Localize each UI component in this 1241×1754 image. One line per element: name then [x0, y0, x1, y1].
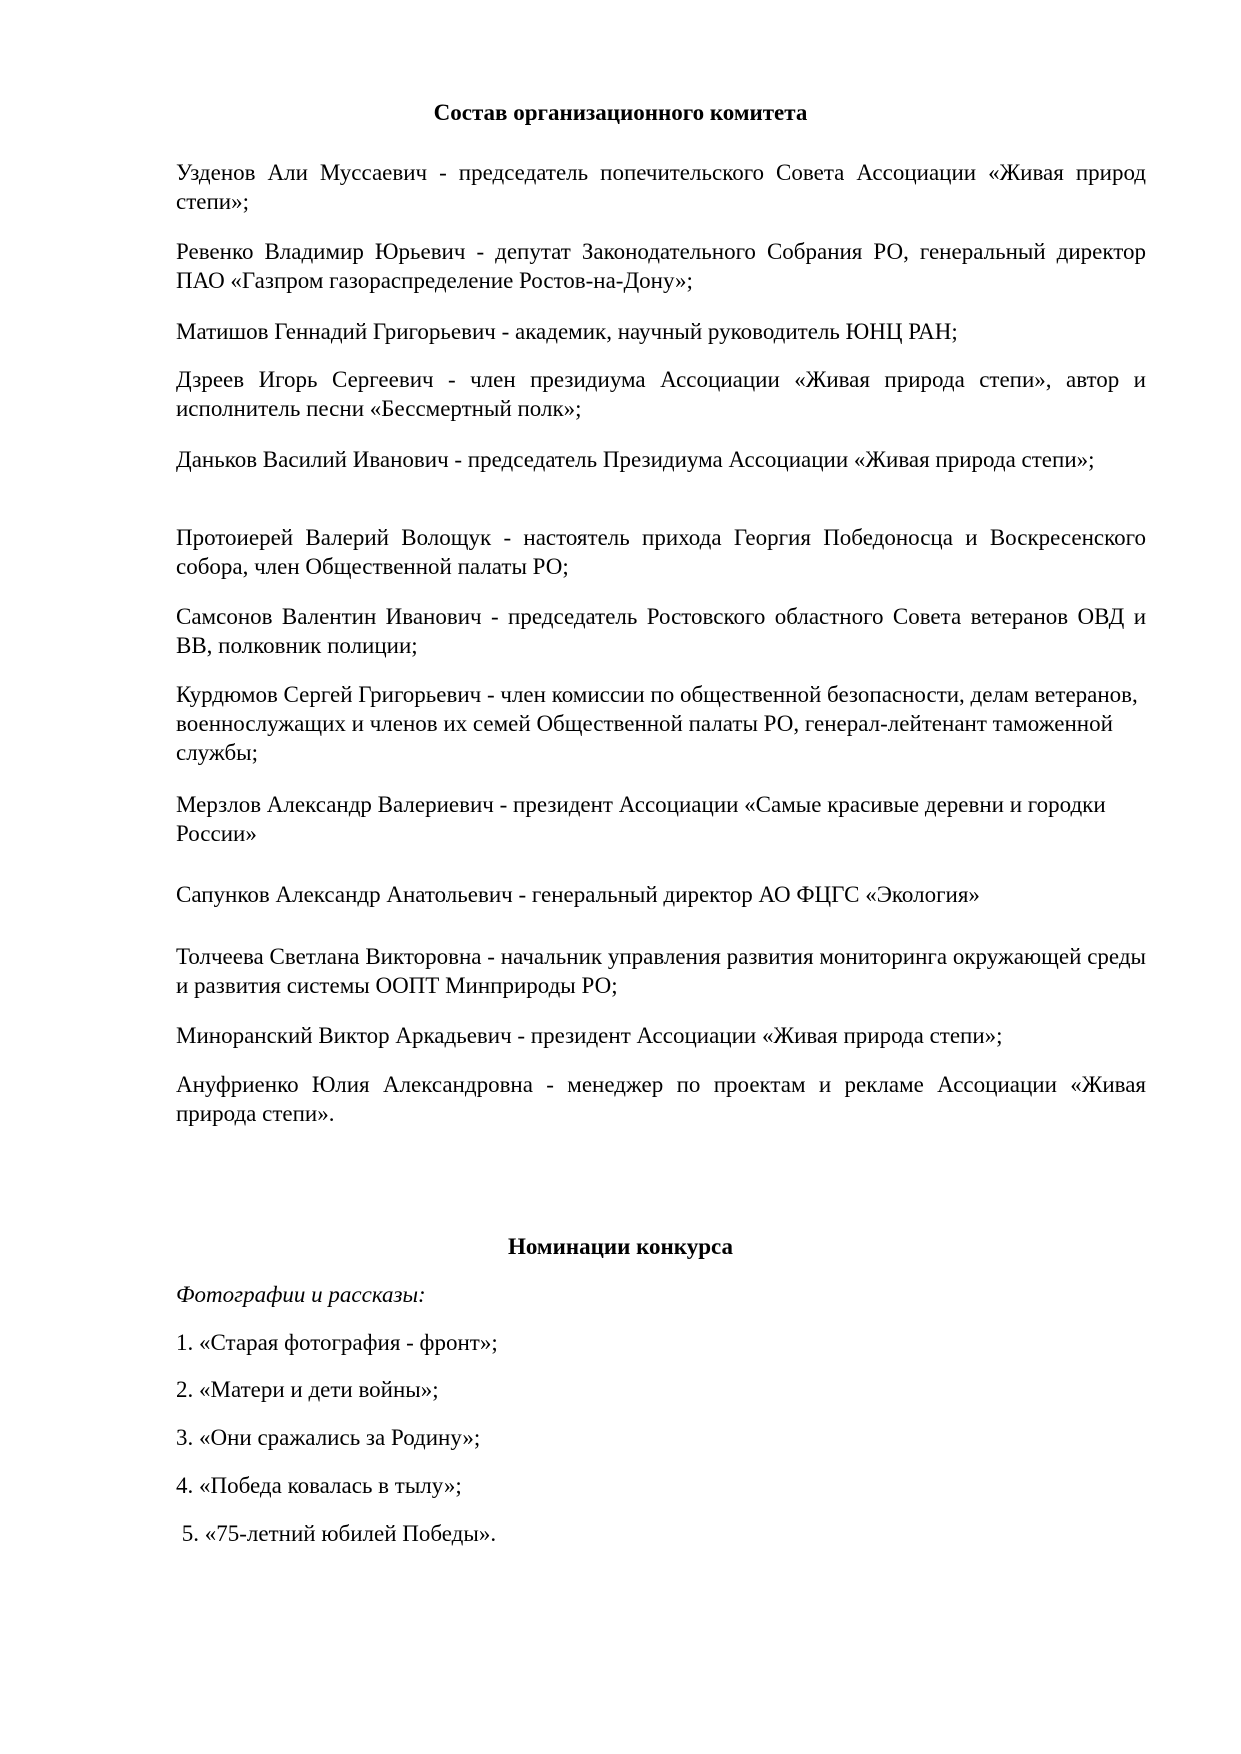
- committee-member: Дзреев Игорь Сергеевич - член президиума Ассоциации «Живая природа степи», автор и исполнитель песни «Бессмертный полк»;: [176, 367, 1146, 421]
- committee-member: Ревенко Владимир Юрьевич - депутат Законодательного Собрания РО, генеральный директор ПАО «Газпром газораспределение Ростов-на-Дону»;: [176, 239, 1146, 293]
- committee-member: Матишов Геннадий Григорьевич - академик, научный руководитель ЮНЦ РАН;: [176, 319, 958, 344]
- committee-member: Мерзлов Александр Валериевич - президент Ассоциации «Самые красивые деревни и городки России»: [176, 792, 1106, 846]
- nominations-title: Номинации конкурса: [507, 1234, 734, 1259]
- committee-member: Сапунков Александр Анатольевич - генеральный директор АО ФЦГС «Экология»: [176, 882, 980, 907]
- committee-member: Узденов Али Муссаевич - председатель попечительского Совета Ассоциации «Живая природ степи»;: [176, 160, 1146, 214]
- committee-member: Даньков Василий Иванович - председатель Президиума Ассоциации «Живая природа степи»;: [176, 447, 1095, 472]
- nomination-item: 1. «Старая фотография - фронт»;: [176, 1330, 498, 1355]
- nomination-item: 3. «Они сражались за Родину»;: [176, 1425, 481, 1450]
- nomination-item: 5. «75-летний юбилей Победы».: [176, 1521, 497, 1546]
- committee-member: Ануфриенко Юлия Александровна - менеджер по проектам и рекламе Ассоциации «Живая природа степи».: [176, 1072, 1146, 1126]
- committee-title: Состав организационного комитета: [433, 100, 808, 125]
- committee-member: Толчеева Светлана Викторовна - начальник управления развития мониторинга окружающей среды и развития системы ООПТ Минприроды РО;: [176, 944, 1146, 998]
- nomination-item: 2. «Матери и дети войны»;: [176, 1377, 439, 1402]
- committee-member: Курдюмов Сергей Григорьевич - член комиссии по общественной безопасности, делам ветеранов, военнослужащих и членов их семей Общественной палаты РО, генерал-лейтенант таможенной службы;: [176, 682, 1138, 765]
- committee-member: Миноранский Виктор Аркадьевич - президент Ассоциации «Живая природа степи»;: [176, 1023, 1003, 1048]
- nominations-subtitle: Фотографии и рассказы:: [176, 1282, 426, 1307]
- committee-member: Самсонов Валентин Иванович - председатель Ростовского областного Совета ветеранов ОВД и ВВ, полковник полиции;: [176, 604, 1146, 658]
- committee-member: Протоиерей Валерий Волощук - настоятель прихода Георгия Победоносца и Воскресенского собора, член Общественной палаты РО;: [176, 525, 1146, 579]
- nomination-item: 4. «Победа ковалась в тылу»;: [176, 1473, 462, 1498]
